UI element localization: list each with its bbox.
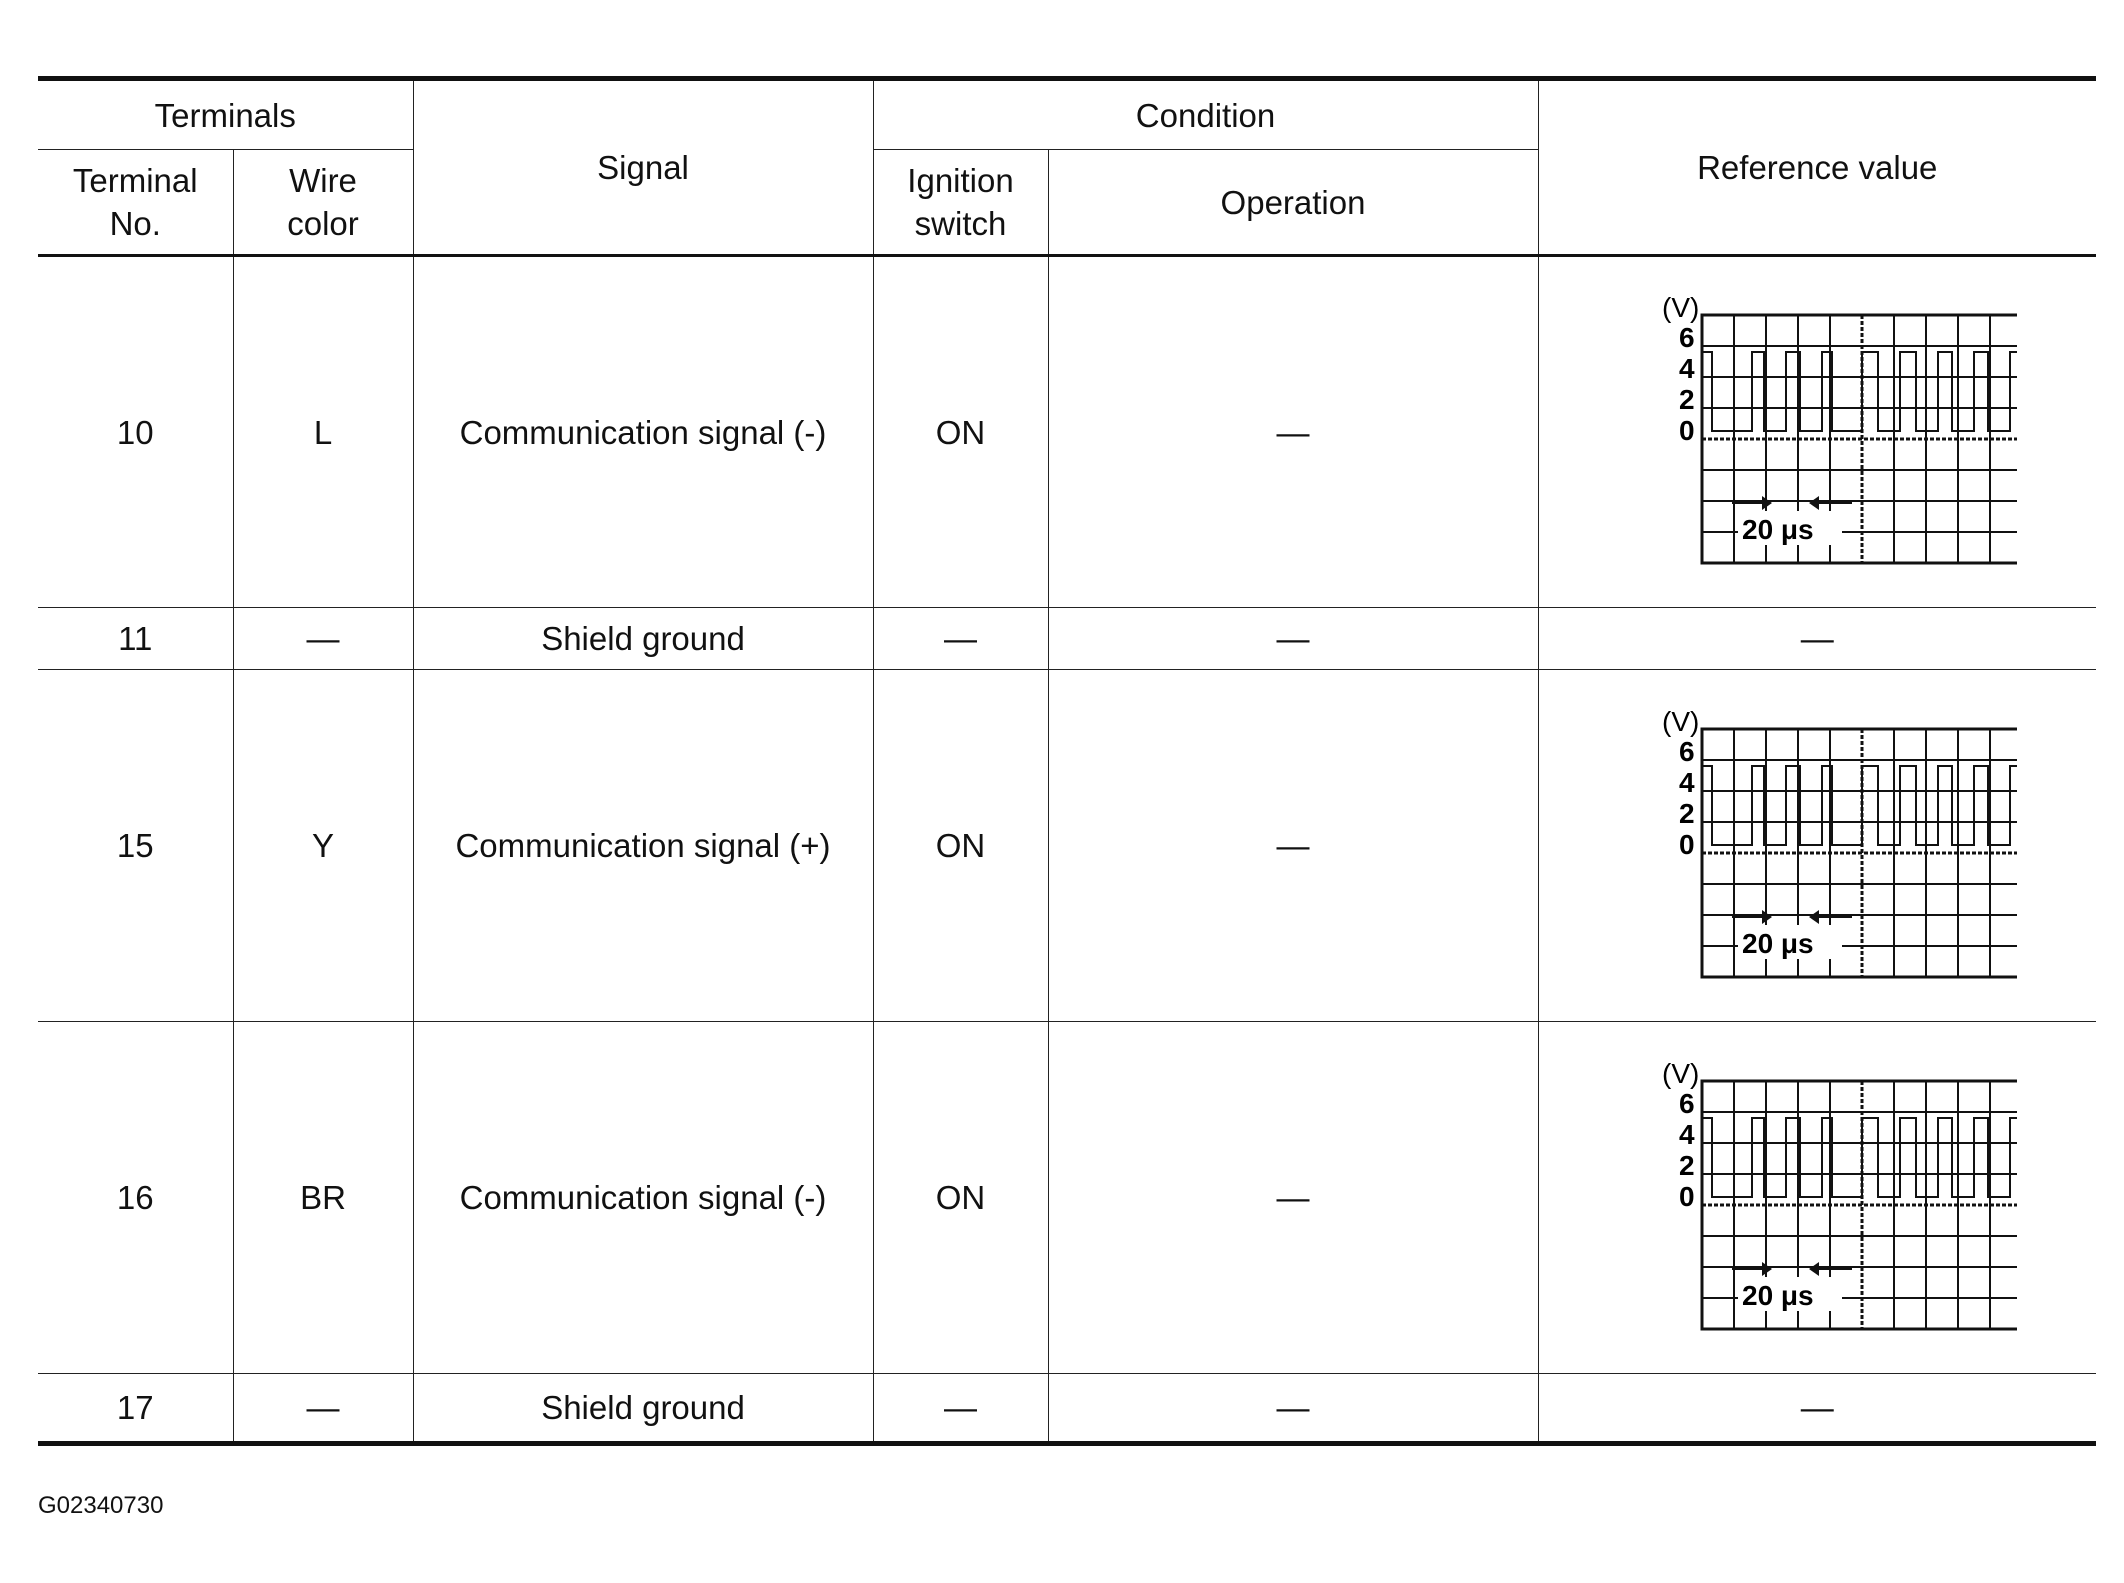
waveform-trace	[1702, 766, 2017, 845]
table-row	[38, 670, 2096, 1022]
wire-color: Y	[233, 670, 413, 1022]
ignition-switch-header: Ignition switch	[873, 150, 1048, 256]
reference-value-header: Reference value	[1538, 79, 2096, 256]
oscilloscope-waveform	[1617, 297, 2017, 567]
wire-color: L	[233, 256, 413, 608]
document-id: G02340730	[38, 1492, 164, 1519]
y-tick-label: 2	[1679, 1149, 1695, 1181]
operation-value: —	[1048, 1374, 1538, 1444]
terminal-number: 17	[38, 1374, 233, 1444]
ignition-state: ON	[873, 256, 1048, 608]
reference-waveform-cell	[1538, 670, 2096, 1022]
y-tick-label: 6	[1679, 735, 1695, 767]
ignition-state: —	[873, 1374, 1048, 1444]
wire-color: BR	[233, 1022, 413, 1374]
table-row	[38, 1374, 2096, 1444]
arrowhead-left-icon	[1809, 1262, 1819, 1276]
signal-name: Shield ground	[413, 608, 873, 670]
wire-color-header: Wire color	[233, 150, 413, 256]
operation-value: —	[1048, 670, 1538, 1022]
terminal-number: 16	[38, 1022, 233, 1374]
reference-waveform-cell	[1538, 1022, 2096, 1374]
table-row	[38, 1022, 2096, 1374]
y-tick-label: 0	[1679, 415, 1695, 446]
ignition-state: ON	[873, 670, 1048, 1022]
wire-color: —	[233, 1374, 413, 1444]
condition-header: Condition	[873, 79, 1538, 150]
y-tick-label: 2	[1679, 384, 1695, 415]
reference-value: —	[1538, 1374, 2096, 1444]
terminals-header: Terminals	[38, 79, 413, 150]
table-row	[38, 256, 2096, 608]
arrowhead-left-icon	[1809, 496, 1819, 510]
signal-name: Communication signal (-)	[413, 1022, 873, 1374]
waveform-trace	[1702, 352, 2017, 431]
terminal-number: 15	[38, 670, 233, 1022]
signal-name: Communication signal (-)	[413, 256, 873, 608]
y-tick-label: 4	[1679, 766, 1695, 798]
y-tick-label: 4	[1679, 1118, 1695, 1150]
signal-name: Communication signal (+)	[413, 670, 873, 1022]
terminal-no-header: Terminal No.	[38, 150, 233, 256]
operation-value: —	[1048, 1022, 1538, 1374]
time-division-label: 20 μs	[1742, 927, 1814, 959]
time-division-label: 20 μs	[1742, 1279, 1814, 1311]
y-tick-label: 6	[1679, 322, 1695, 353]
axis-unit-label: (V)	[1662, 1062, 1700, 1089]
wire-color: —	[233, 608, 413, 670]
reference-waveform-cell	[1538, 256, 2096, 608]
operation-header: Operation	[1048, 150, 1538, 256]
operation-value: —	[1048, 256, 1538, 608]
oscilloscope-waveform	[1617, 1063, 2017, 1333]
terminal-number: 11	[38, 608, 233, 670]
axis-unit-label: (V)	[1662, 710, 1700, 737]
y-tick-label: 4	[1679, 353, 1695, 384]
signal-name: Shield ground	[413, 1374, 873, 1444]
reference-value: —	[1538, 608, 2096, 670]
signal-header: Signal	[413, 79, 873, 256]
waveform-trace	[1702, 1118, 2017, 1197]
ignition-state: —	[873, 608, 1048, 670]
y-tick-label: 6	[1679, 1087, 1695, 1119]
y-tick-label: 2	[1679, 797, 1695, 829]
terminal-number: 10	[38, 256, 233, 608]
y-tick-label: 0	[1679, 828, 1695, 860]
y-tick-label: 0	[1679, 1180, 1695, 1212]
terminal-reference-table	[38, 76, 2096, 1446]
operation-value: —	[1048, 608, 1538, 670]
arrowhead-left-icon	[1809, 910, 1819, 924]
oscilloscope-waveform	[1617, 711, 2017, 981]
time-division-label: 20 μs	[1742, 514, 1814, 545]
axis-unit-label: (V)	[1662, 297, 1700, 323]
table-row	[38, 608, 2096, 670]
ignition-state: ON	[873, 1022, 1048, 1374]
